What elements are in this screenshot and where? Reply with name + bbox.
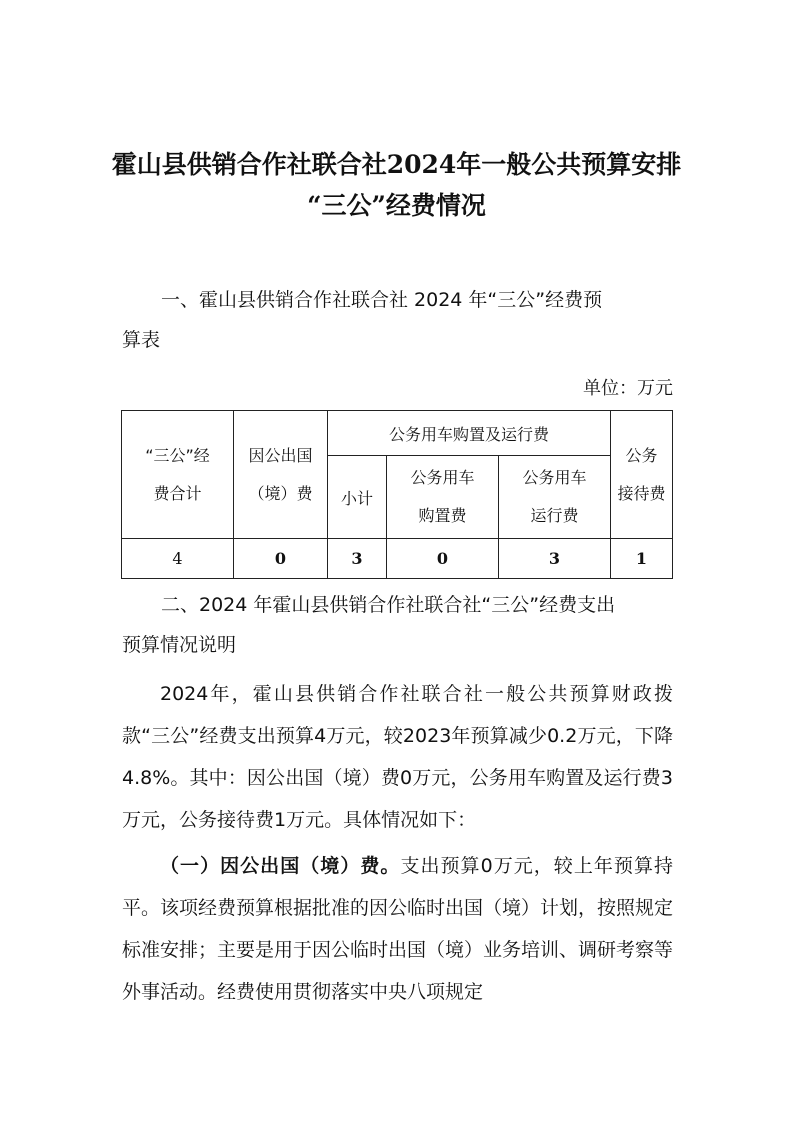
paragraph-overview: 2024年，霍山县供销合作社联合社一般公共预算财政拨款“三公”经费支出预算4万元，较2023年预算减少0.2万元，下降4.8%。其中：因公出国（境）费0万元，公务用车购置及运行费3万元，公务接待费1万元。具体情况如下： <box>122 683 673 831</box>
header-reception: 公务 接待费 <box>611 411 673 539</box>
header-vehicle-group: 公务用车购置及运行费 <box>328 411 611 456</box>
section1-heading-line1: 一、霍山县供销合作社联合社 2024 年“三公”经费预 <box>161 289 603 311</box>
paragraph-abroad-expenses <box>122 845 673 1013</box>
header-vehicle-operation: 公务用车 运行费 <box>499 456 611 539</box>
header-total: “三公”经 费合计 <box>122 411 234 539</box>
document-title-line1: 霍山县供销合作社联合社2024年一般公共预算安排 <box>111 150 682 179</box>
header-vehicle-purchase: 公务用车 购置费 <box>387 456 499 539</box>
value-reception: 1 <box>611 539 673 579</box>
section2-heading-line1: 二、2024 年霍山县供销合作社联合社“三公”经费支出 <box>161 594 616 616</box>
paragraph-abroad-body: 支出预算0万元，较上年预算持平。该项经费预算根据批准的因公临时出国（境）计划，按照规定标准安排；主要是用于因公临时出国（境）业务培训、调研考察等外事活动。经费使用贯彻落实中央八项规定 <box>122 855 674 1003</box>
value-vehicle-purchase: 0 <box>387 539 499 579</box>
three-public-expenses-table <box>121 410 673 579</box>
paragraph-abroad-lead: （一）因公出国（境）费。 <box>160 855 401 877</box>
value-total: 4 <box>122 539 234 579</box>
document-title-line2: “三公”经费情况 <box>307 191 486 220</box>
section2-heading-line2: 预算情况说明 <box>122 634 237 656</box>
value-vehicle-operation: 3 <box>499 539 611 579</box>
unit-label: 单位：万元 <box>583 378 673 399</box>
section1-heading-line2: 算表 <box>122 329 161 351</box>
value-abroad: 0 <box>234 539 328 579</box>
value-subtotal: 3 <box>328 539 387 579</box>
header-abroad: 因公出国 （境）费 <box>234 411 328 539</box>
header-subtotal: 小计 <box>328 456 387 539</box>
